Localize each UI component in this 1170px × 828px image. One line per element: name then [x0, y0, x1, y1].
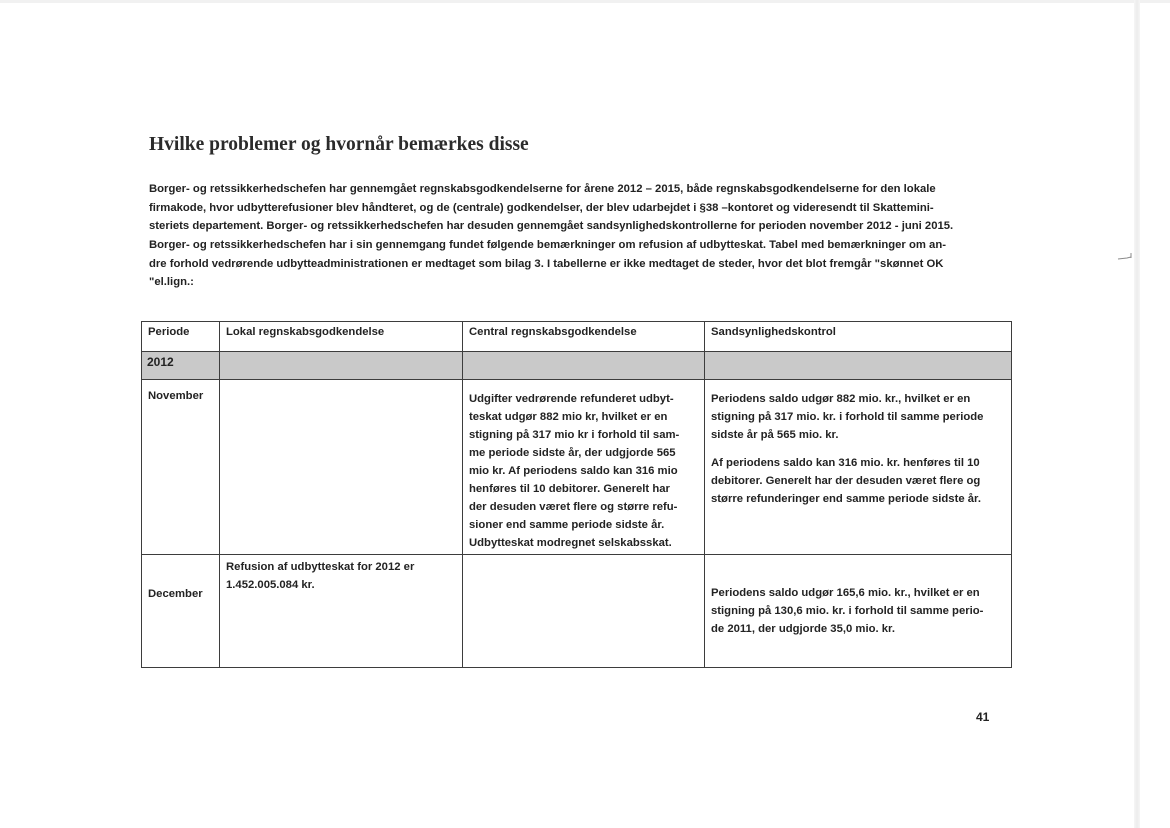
table-row-november [142, 380, 1012, 555]
year-cell-empty [705, 352, 1012, 380]
year-cell-empty [220, 352, 463, 380]
intro-line: firmakode, hvor udbytterefusioner blev håndteret, og de (centrale) godkendelser, der blev udarbejdet i §38 –kontoret og videresendt til Skattemini- [149, 201, 934, 214]
central-cell [463, 380, 705, 555]
table-header-row [142, 322, 1012, 352]
sandsynlighed-text-2: Af periodens saldo kan 316 mio. kr. henføres til 10 debitorer. Generelt har der desuden været flere og større refunderinger end samme periode sidste år. [711, 457, 981, 505]
table-row-december [142, 555, 1012, 668]
header-sandsynlighed: Sandsynlighedskontrol [705, 322, 1012, 352]
intro-line: "el.lign.: [149, 276, 194, 289]
sandsynlighed-cell [705, 555, 1012, 668]
intro-line: Borger- og retssikkerhedschefen har gennemgået regnskabsgodkendelserne for årene 2012 – 2015, både regnskabsgodkendelserne for den lokale [149, 183, 936, 195]
intro-line: steriets departement. Borger- og retssikkerhedschefen har desuden gennemgået sandsynlighedskontrollerne for perioden november 2012 - juni 2015. [149, 220, 954, 233]
header-central: Central regnskabsgodkendelse [463, 322, 705, 352]
header-lokal: Lokal regnskabsgodkendelse [220, 322, 463, 352]
central-cell-empty [463, 555, 705, 668]
lokal-text: Refusion af udbytteskat for 2012 er 1.452.005.084 kr. [226, 561, 415, 591]
remarks-table [141, 321, 1012, 668]
scan-edge-top [0, 0, 1170, 3]
header-periode: Periode [142, 322, 220, 352]
year-row [142, 352, 1012, 380]
sandsynlighed-cell [705, 380, 1012, 555]
page-number: 41 [976, 710, 990, 724]
margin-mark-icon [1117, 252, 1133, 262]
scan-edge-right [1134, 0, 1140, 828]
year-cell [142, 352, 220, 380]
month-cell [142, 555, 220, 668]
year-label: 2012 [147, 355, 174, 369]
central-text: Udgifter vedrørende refunderet udbyt- teskat udgør 882 mio kr, hvilket er en stigning på 317 mio kr i forhold til sam- me periode sidste år, der udgjorde 565 mio kr. Af periodens saldo kan 316 mio henføres til 10 debitorer. Generelt har der desuden været flere og større refu- sioner end samme periode sidste år. Udbytteskat modregnet selskabsskat. [469, 393, 680, 549]
page-title: Hvilke problemer og hvornår bemærkes disse [149, 134, 529, 155]
sandsynlighed-text: Periodens saldo udgør 165,6 mio. kr., hvilket er en stigning på 130,6 mio. kr. i forhold til samme perio- de 2011, der udgjorde 35,0 mio. kr. [711, 587, 984, 635]
sandsynlighed-text-1: Periodens saldo udgør 882 mio. kr., hvilket er en stigning på 317 mio. kr. i forhold til samme periode sidste år på 565 mio. kr. [711, 393, 984, 441]
intro-line: dre forhold vedrørende udbytteadministrationen er medtaget som bilag 3. I tabellerne er ikke medtaget de steder, hvor det blot fremgår "skønnet OK [149, 257, 944, 270]
lokal-cell [220, 555, 463, 668]
month-label: November [148, 390, 204, 402]
lokal-cell-empty [220, 380, 463, 555]
month-cell [142, 380, 220, 555]
month-label: December [148, 588, 203, 600]
year-cell-empty [463, 352, 705, 380]
intro-line: Borger- og retssikkerhedschefen har i sin gennemgang fundet følgende bemærkninger om refusion af udbytteskat. Tabel med bemærkninger om an- [149, 239, 946, 252]
intro-paragraph [149, 180, 1009, 292]
